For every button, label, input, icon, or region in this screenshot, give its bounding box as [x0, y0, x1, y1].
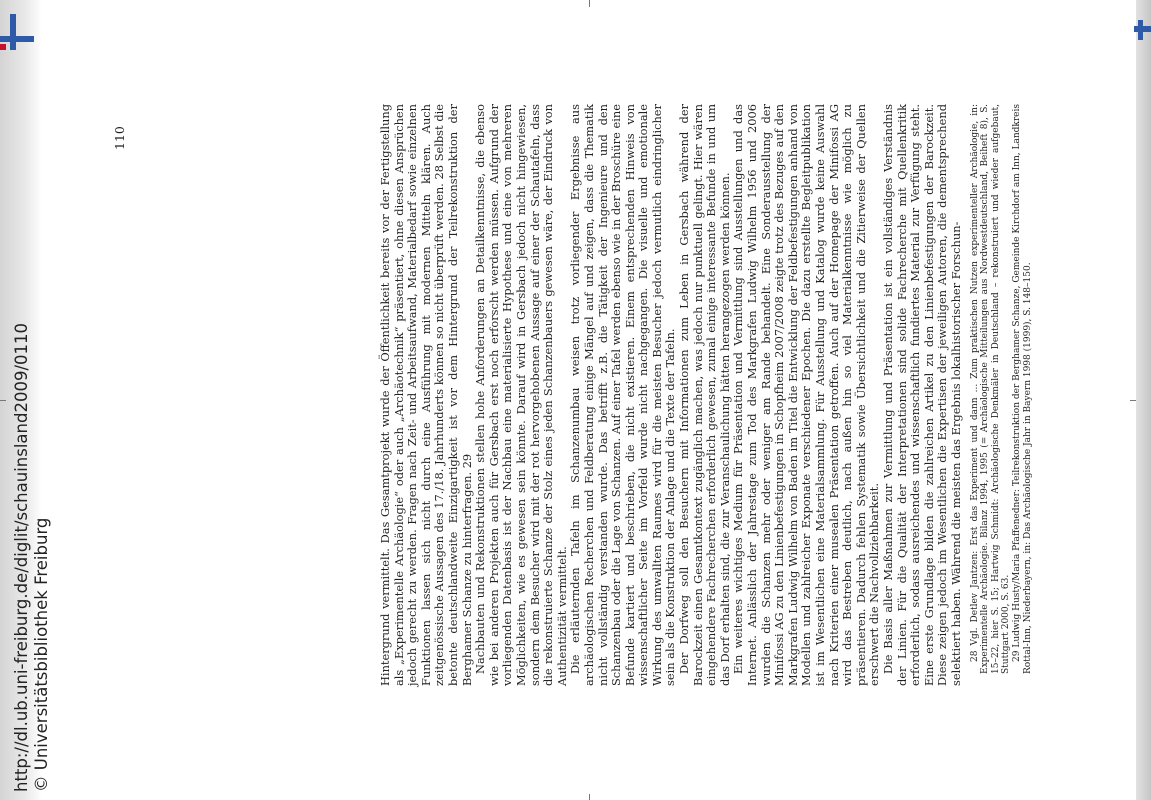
paragraph: Die Basis aller Maßnahmen zur Vermittlung und Präsentation ist ein vollständiges Verständnis der Linien. Für die Qualität der Interpretationen sind solide Fachrecherche mit Quellenkritik erforderlich, sodass ausreichendes und wissenschaftlich fundiertes Material zur Verfügung steht. Eine erste Grundlage bilden die zahlreichen Artikel zu den Linienbefestigungen der Barockzeit. Diese zeigen jedoch im Wesentlichen die Expertisen der jeweiligen Autoren, die dementsprechend selektiert haben. Während die meisten das Ergebnis lokalhistorischer Forschun- [880, 104, 963, 686]
footnotes [969, 104, 1033, 686]
page-number: 110 [112, 126, 127, 150]
watermark-copyright: © Universitätsbibliothek Freiburg [32, 517, 51, 792]
paragraph: Ein weiteres wichtiges Medium für Präsentation und Vermittlung sind Ausstellungen und das Internet. Anlässlich der Jahrestage zum Tod des Markgrafen Ludwig Wilhelm 1956 und 2006 wurden die Schanzen mehr oder weniger am Rande behandelt. Eine Sonderausstellung der Minifossi AG zu den Linienbefestigungen in Schopfheim 2007/2008 zeigte trotz des Bezuges auf den Markgrafen Ludwig Wilhelm von Baden im Titel die Entwicklung der Feldbefestigungen anhand von Modellen und zahlreicher Exponate verschiedener Epochen. Die dazu erstellte Begleitpublikation ist im Wesentlichen eine Materialsammlung. Für Ausstellung und Katalog wurde keine Auswahl nach Kriterien einer musealen Präsentation getroffen. Auch auf der Homepage der Minifossi AG wird das Bestreben deutlich, nach außen hin so viel Materialkenntnisse wie möglich zu präsentieren. Dadurch fehlen Systematik sowie Übersichtlichkeit und die Zitierweise der Quellen erschwert die Nachvollziehbarkeit. [731, 103, 882, 686]
watermark-url: http://dl.ub.uni-freiburg.de/diglit/schauinsland2009/0110 [12, 322, 31, 792]
page-body [379, 104, 1033, 686]
footnote: 29 Ludwig Husty/Maria Pfaffenedner: Teilrekonstruktion der Berghamer Schanze, Gemeinde Kirchdorf am Inn, Landkreis Rottal-Inn, Niederbayern, in: Das Archäologische Jahr in Bayern 1998 (1999), S. 148–150. [1011, 104, 1033, 674]
footnote: 28 Vgl. Detlev Jantzen: Erst das Experiment und dann ... Zum praktischen Nutzen experimenteller Archäologie, in: Experimentelle Archäologie. Bilanz 1994, 1995 (= Archäologische Mitteilungen aus Nordwestdeutschland, Beiheft 8), S. 15–22, hier S. 15; Hartwig Schmidt: Archäologische Denkmäler in Deutschland – rekonstruiert und wieder aufgebaut, Stuttgart 2000, S. 63. [969, 104, 1012, 674]
watermark [12, 322, 52, 792]
paragraph: Der Dorfweg soll den Besuchern mit Informationen zum Leben in Gersbach während der Barockzeit einen Gesamtkontext zugänglich machen, was jedoch nur punktuell gelingt. Hier wären eingehendere Fachrecherchen erforderlich gewesen, zumal einige interessante Befunde in und um das Dorf erhalten sind, die zur Veranschaulichung hätten herangezogen werden können. [676, 104, 732, 686]
paragraph: Nachbauten und Rekonstruktionen stellen hohe Anforderungen an Detailkenntnisse, die ebenso wie bei anderen Projekten auch für Gersbach erst noch erforscht werden müssen. Aufgrund der vorliegenden Datenbasis ist der Nachbau eine materialisierte Hypothese und eine von mehreren Möglichkeiten, wie es gewesen sein könnte. Darauf wird in Gersbach jedoch nicht hingewiesen, sondern dem Besucher wird mit der rot hervorgehobenen Aussage auf einer der Schautafeln, dass die rekonstruierte Schanze der Stolz eines jeden Schanzenbauers gewesen wäre, der Eindruck von Authentizität vermittelt. [473, 104, 569, 686]
paragraph: Hintergrund vermittelt. Das Gesamtprojekt wurde der Öffentlichkeit bereits vor der Fertigstellung als „Experimentelle Archäologie“ oder auch „Archäotechnik“ präsentiert, ohne diesen Ansprüchen jedoch gerecht zu werden. Fragen nach Zeit- und Arbeitsaufwand, Materialbedarf sowie einzelnen Funktionen lassen sich nicht durch eine Ausführung mit modernen Mitteln klären. Auch zeitgenössische Aussagen des 17./18. Jahrhunderts können so nicht überprüft werden. 28 Selbst die betonte deutschlandweite Einzigartigkeit ist vor dem Hintergrund der Teilrekonstruktion der Berghamer Schanze zu hinterfragen. 29 [377, 104, 474, 686]
paragraph: Die erläuternden Tafeln im Schanzenumbau weisen trotz vorliegender Ergebnisse aus archäologischen Recherchen und Feldberatung einige Mängel auf und zeigen, dass die Thematik nicht vollständig verstanden wurde. Das betrifft z.B. die Tätigkeit der Ingenieure und den Schanzenbau oder die Lage von Schanzen. Auf einer Tafel werden ebenso wie in der Broschüre eine Befunde kartiert und beschrieben, die nicht existieren. Einem entsprechenden Hinweis von wissenschaftlicher Seite im Vorfeld wurde nicht nachgegangen. Die visuelle und emotionale Wirkung des umwallten Raumes wird für die meisten Besucher jedoch vermutlich eindringlicher sein als die Konstruktion der Anlage und die Texte der Tafeln. [568, 104, 678, 686]
